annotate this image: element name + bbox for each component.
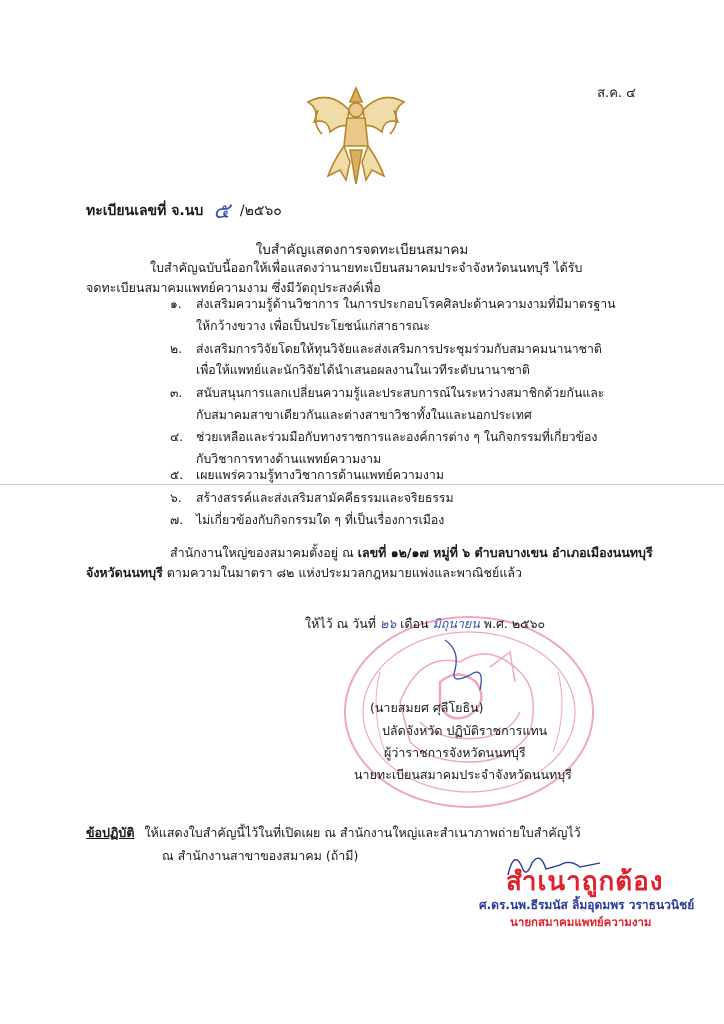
document-title: ใบสำคัญแสดงการจดทะเบียนสมาคม	[255, 242, 469, 258]
objective-5: ๕. เผยแพร่ความรู้ทางวิชาการด้านแพทย์ความงาม	[170, 468, 444, 482]
certifier-role: นายกสมาคมแพทย์ความงาม	[510, 915, 652, 929]
objective-4-cont: กับวิชาการทางด้านแพทย์ความงาม	[196, 452, 382, 466]
headquarters-line-2: จังหวัดนนทบุรี ตามความในมาตรา ๘๒ แห่งประมวลกฎหมายแพ่งและพาณิชย์แล้ว	[86, 565, 523, 580]
signatory-position-3: นายทะเบียนสมาคมประจำจังหวัดนนทบุรี	[354, 767, 572, 782]
registration-label: ทะเบียนเลขที่ จ.นบ	[86, 203, 204, 219]
intro-line-1: ใบสำคัญฉบับนี้ออกให้เพื่อแสดงว่านายทะเบียนสมาคมประจำจังหวัดนนทบุรี ได้รับ	[150, 260, 583, 275]
objective-3-cont: กับสมาคมสาขาเดียวกันและต่างสาขาวิชาทั้งในและนอกประเทศ	[196, 408, 532, 422]
objective-4: ๔. ช่วยเหลือและร่วมมือกับทางราชการและองค์การต่าง ๆ ในกิจกรรมที่เกี่ยวข้อง	[170, 430, 598, 444]
signatory-position-2: ผู้ว่าราชการจังหวัดนนทบุรี	[384, 745, 526, 760]
objective-2: ๒. ส่งเสริมการวิจัยโดยให้ทุนวิจัยและส่งเสริมการประชุมร่วมกับสมาคมนานาชาติ	[170, 342, 602, 356]
objective-1-cont: ให้กว้างขวาง เพื่อเป็นประโยชน์แก่สาธารณะ	[196, 319, 430, 333]
signatory-name: (นายสมยศ ศุลีโยธิน)	[370, 700, 484, 715]
form-code: ส.ค. ๔	[597, 86, 636, 101]
objective-1: ๑. ส่งเสริมความรู้ด้านวิชาการ ในการประกอบโรคศิลปะด้านความงามที่มีมาตรฐาน	[170, 297, 616, 311]
headquarters-line-1: สำนักงานใหญ่ของสมาคมตั้งอยู่ ณ เลขที่ ๑๒/๑๗ หมู่ที่ ๖ ตำบลบางเขน อำเภอเมืองนนทบุรี	[170, 545, 653, 560]
garuda-emblem-icon	[300, 80, 412, 190]
certified-copy-stamp: สำเนาถูกต้อง	[506, 867, 664, 897]
objective-7: ๗. ไม่เกี่ยวข้องกับกิจกรรมใด ๆ ที่เป็นเรื่องการเมือง	[170, 513, 445, 527]
objective-2-cont: เพื่อให้แพทย์และนักวิจัยได้นำเสนอผลงานในเวทีระดับนานาชาติ	[196, 363, 530, 377]
registration-year: /๒๕๖๐	[239, 203, 282, 219]
signatory-position-1: ปลัดจังหวัด ปฏิบัติราชการแทน	[382, 723, 548, 738]
given-date: ให้ไว้ ณ วันที่ ๒๖ เดือน มิถุนายน พ.ศ. ๒๕๖๐	[305, 616, 546, 631]
certifier-name: ศ.ดร.นพ.ธีรมนัส ลิ้มอุดมพร วราธนวนิชย์	[479, 898, 695, 912]
registration-line	[86, 190, 282, 225]
intro-line-2: จดทะเบียนสมาคมแพทย์ความงาม ซึ่งมีวัตถุประสงค์เพื่อ	[86, 280, 381, 295]
objective-3: ๓. สนับสนุนการแลกเปลี่ยนความรู้และประสบการณ์ในระหว่างสมาชิกด้วยกันและ	[170, 386, 605, 400]
rules-label: ข้อปฏิบัติ	[86, 825, 135, 840]
rules-line-2: ณ สำนักงานสาขาของสมาคม (ถ้ามี)	[162, 848, 359, 863]
rules-line-1: ข้อปฏิบัติ ให้แสดงใบสำคัญนี้ไว้ในที่เปิดเผย ณ สำนักงานใหญ่และสำเนาภาพถ่ายใบสำคัญไว้	[86, 825, 581, 840]
objective-6: ๖. สร้างสรรค์และส่งเสริมสามัคคีธรรมและจริยธรรม	[170, 491, 454, 505]
registration-number: ๕	[213, 199, 230, 224]
scan-divider	[0, 484, 724, 485]
